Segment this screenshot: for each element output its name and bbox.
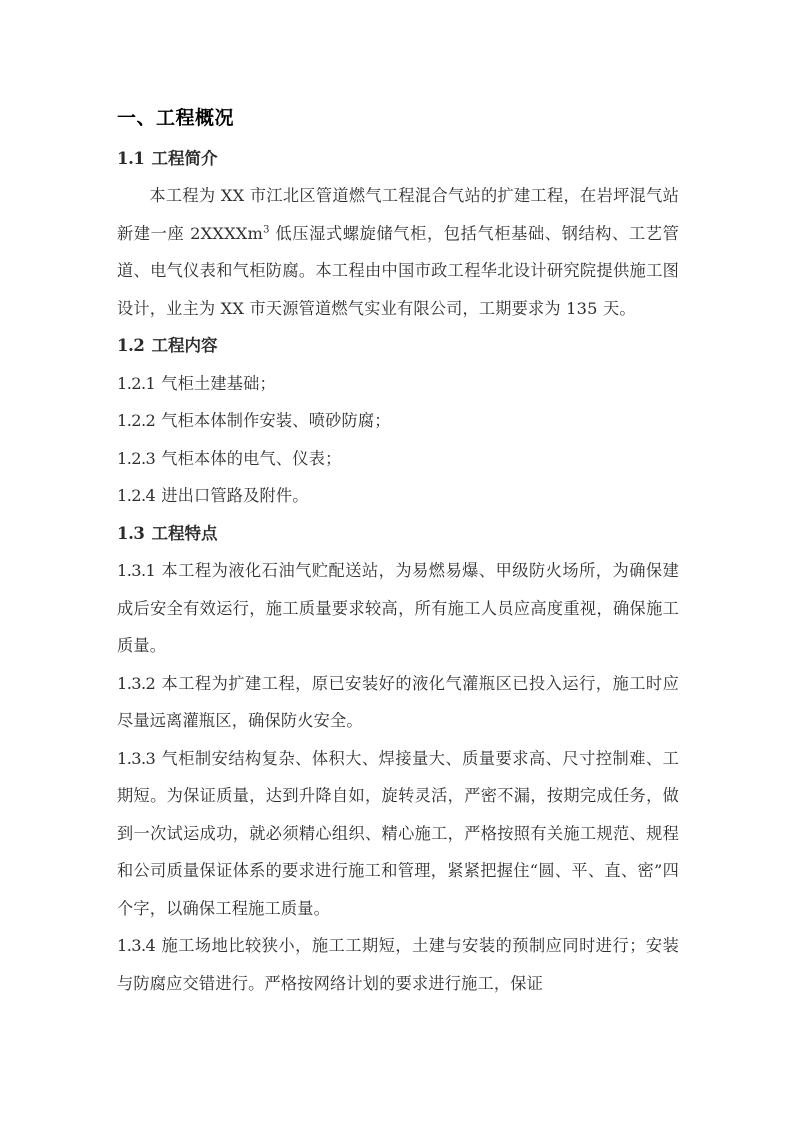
subsection-number-1-3: 1.3 [117, 523, 145, 543]
document-body [117, 100, 679, 1002]
feature-paragraph-number: 1.3.4 [117, 936, 156, 955]
feature-paragraph-text: 气柜制安结构复杂、体积大、焊接量大、质量要求高、尺寸控制难、工期短。为保证质量，达到升降自如，旋转灵活，严密不漏，按期完成任务，做到一次试运成功，就必须精心组织、精心施工，严格按照有关施工规范、规程和公司质量保证体系的要求进行施工和管理，紧紧把握住“圆、平、直、密”四个字，以确保工程施工质量。 [117, 748, 679, 918]
subsection-title-1-2: 工程内容 [151, 336, 218, 355]
feature-paragraph-text: 本工程为扩建工程，原已安装好的液化气灌瓶区已投入运行，施工时应尽量远离灌瓶区，确保防火安全。 [117, 673, 679, 730]
subsection-title-1-1: 工程简介 [151, 148, 218, 168]
list-item [117, 402, 679, 440]
subsection-number-1-2: 1.2 [117, 336, 145, 355]
page-title: 一、工程概况 [117, 107, 235, 129]
feature-paragraph-number: 1.3.2 [117, 673, 156, 693]
list-item [117, 365, 679, 403]
subsection-heading-1-2 [117, 327, 679, 365]
feature-paragraph-number: 1.3.3 [117, 748, 156, 768]
feature-paragraph-1-3-1 [117, 552, 679, 665]
cubic-meter-superscript: 3 [263, 224, 270, 236]
intro-paragraph [117, 177, 679, 327]
list-item-text: 进出口管路及附件。 [161, 486, 309, 505]
subsection-heading-1-3 [117, 515, 679, 553]
feature-paragraph-text: 本工程为液化石油气贮配送站，为易燃易爆、甲级防火场所，为确保建成后安全有效运行，施工质量要求较高，所有施工人员应高度重视，确保施工质量。 [117, 561, 679, 655]
list-item-text: 气柜本体制作安装、喷砂防腐； [161, 411, 391, 430]
list-item-number: 1.2.1 [117, 373, 156, 393]
intro-paragraph-part2: 低压湿式螺旋储气柜，包括气柜基础、钢结构、工艺管道、电气仪表和气柜防腐。本工程由中国市政工程华北设计研究院提供施工图设计，业主为 XX 市天源管道燃气实业有限公司，工期要求为 135 天。 [117, 223, 679, 318]
feature-paragraph-text: 施工场地比较狭小，施工工期短，土建与安装的预制应同时进行；安装与防腐应交错进行。严格按网络计划的要求进行施工，保证 [117, 936, 679, 993]
feature-paragraph-number: 1.3.1 [117, 561, 156, 580]
list-item-text: 气柜土建基础； [161, 373, 276, 393]
subsection-number-1-1: 1.1 [117, 148, 145, 168]
feature-paragraph-1-3-4 [117, 927, 679, 1002]
subsection-heading-1-1 [117, 140, 679, 178]
list-item [117, 477, 679, 515]
intro-paragraph-part1: 本工程为 XX 市江北区管道燃气工程混合气站的扩建工程，在岩坪混气站新建一座 2XXXXm [117, 186, 679, 243]
feature-paragraph-1-3-3 [117, 740, 679, 928]
list-item-text: 气柜本体的电气、仪表； [161, 448, 342, 468]
list-item-number: 1.2.4 [117, 486, 156, 505]
list-item [117, 440, 679, 478]
list-item-number: 1.2.3 [117, 448, 156, 468]
subsection-title-1-3: 工程特点 [151, 523, 218, 543]
list-item-number: 1.2.2 [117, 411, 156, 430]
feature-paragraph-1-3-2 [117, 665, 679, 740]
